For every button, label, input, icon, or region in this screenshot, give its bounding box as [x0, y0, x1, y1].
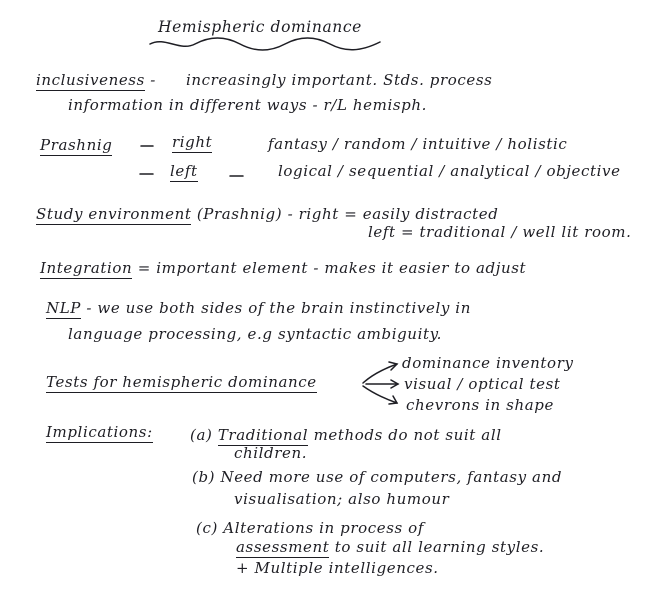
inclusiveness-line-1: increasingly important. Stds. process: [186, 71, 493, 89]
tests-arrow-down: [363, 386, 397, 403]
study-environment-source: (Prashnig): [196, 205, 283, 223]
implication-c-marker: (c): [196, 519, 218, 537]
prashnig-term: Prashnig: [40, 136, 113, 154]
implication-c: [196, 521, 424, 536]
title-wave-underline: [150, 38, 380, 50]
implication-b-marker: (b): [192, 468, 216, 486]
implication-b: [192, 470, 562, 485]
prashnig-left-label: left: [170, 162, 198, 180]
implication-a-underlined: Traditional: [217, 426, 309, 444]
implication-c-line-2-block: [236, 540, 544, 555]
tests-item-3: chevrons in shape: [406, 396, 554, 414]
implication-c-line-1: Alterations in process of: [223, 519, 424, 537]
implication-c-line-2: to suit all learning styles.: [334, 538, 545, 556]
tests-item-2: visual / optical test: [404, 375, 561, 393]
study-environment-right: - right = easily distracted: [287, 205, 499, 223]
nlp-term: NLP: [46, 299, 81, 317]
study-environment-term: Study environment: [36, 205, 192, 223]
inclusiveness-term: inclusiveness: [36, 71, 145, 89]
study-environment-left: left = traditional / well lit room.: [368, 223, 632, 241]
study-environment-block: [36, 207, 498, 222]
tests-term: Tests for hemispheric dominance: [46, 373, 317, 391]
tests-item-1: dominance inventory: [402, 354, 574, 372]
implications-term: Implications:: [46, 423, 153, 441]
inclusiveness-block: [36, 73, 156, 88]
nlp-line-2: language processing, e.g syntactic ambiguity.: [68, 325, 443, 343]
implication-b-line-2: visualisation; also humour: [234, 490, 450, 508]
page-title: Hemispheric dominance: [158, 18, 362, 36]
nlp-line-1: - we use both sides of the brain instinctively in: [86, 299, 471, 317]
tests-arrow-up: [363, 364, 397, 383]
prashnig-right-label: right: [172, 133, 213, 151]
implication-b-line-1: Need more use of computers, fantasy and: [220, 468, 563, 486]
prashnig-left-desc: logical / sequential / analytical / objective: [278, 162, 621, 180]
implication-a: [190, 428, 502, 443]
tests-arrow-mid-head: [391, 380, 398, 388]
inclusiveness-line-2: information in different ways - r/L hemisph.: [68, 96, 427, 114]
implication-c-line-3: + Multiple intelligences.: [236, 559, 439, 577]
integration-text: = important element - makes it easier to adjust: [137, 259, 527, 277]
implication-c-underlined: assessment: [236, 538, 330, 556]
tests-arrow-up-head: [389, 362, 397, 370]
implication-a-marker: (a): [190, 426, 213, 444]
tests-arrow-down-head: [389, 396, 397, 404]
inclusiveness-dash: -: [150, 71, 156, 89]
integration-term: Integration: [40, 259, 133, 277]
implication-a-line-2: children.: [234, 444, 308, 462]
implication-a-line-1: methods do not suit all: [313, 426, 502, 444]
prashnig-right-desc: fantasy / random / intuitive / holistic: [268, 135, 568, 153]
nlp-block: [46, 301, 471, 316]
integration-block: [40, 261, 526, 276]
